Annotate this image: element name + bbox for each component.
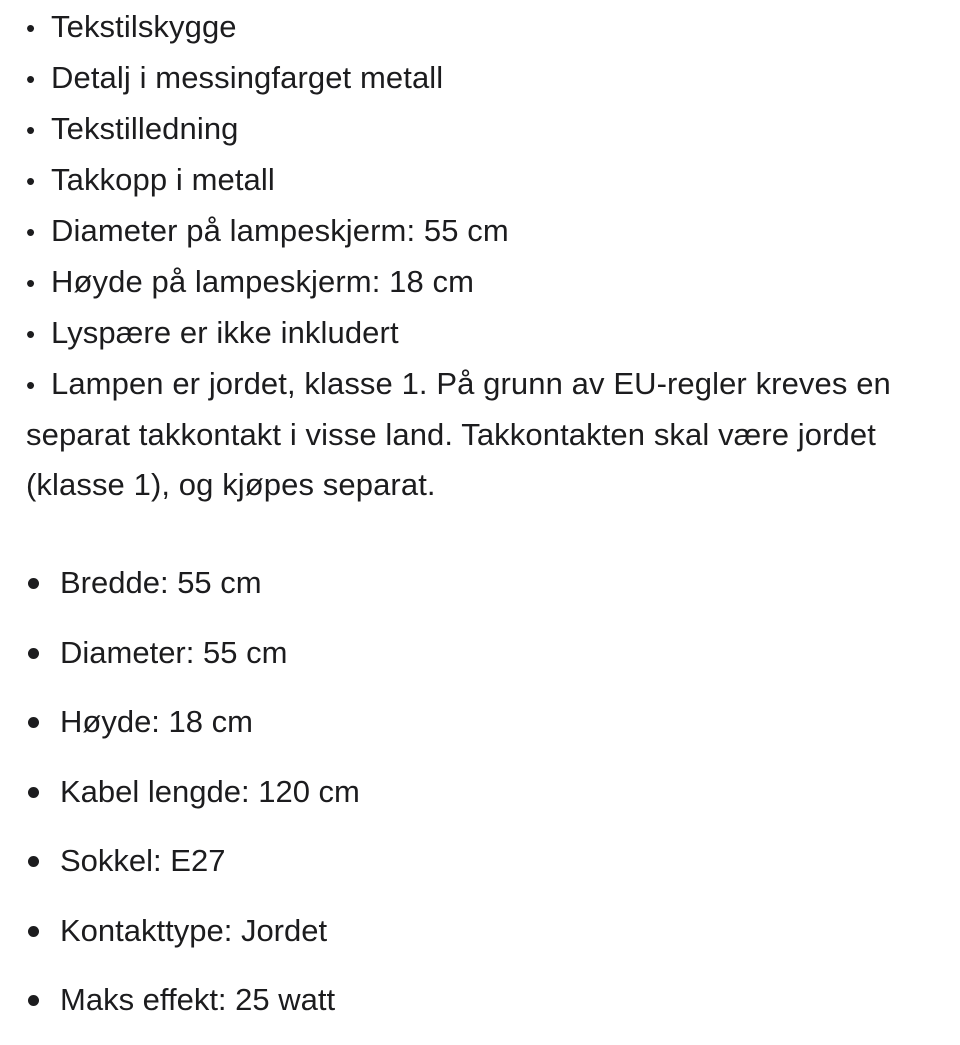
feature-item <box>26 308 916 359</box>
bullet: • <box>26 13 36 43</box>
feature-item <box>26 257 916 308</box>
spec-item <box>26 975 916 1045</box>
bullet: • <box>26 370 36 400</box>
bullet-dot-icon <box>28 856 39 867</box>
feature-item <box>26 2 916 53</box>
bullet: • <box>26 166 36 196</box>
bullet-dot-icon <box>28 995 39 1006</box>
spec-item <box>26 558 916 628</box>
spec-item <box>26 836 916 906</box>
bullet: • <box>26 217 36 247</box>
feature-text: Lyspære er ikke inkludert <box>51 315 399 350</box>
bullet-dot-icon <box>28 578 39 589</box>
spec-list <box>26 558 916 1045</box>
feature-text: Tekstilskygge <box>51 9 237 44</box>
spec-text: Kontakttype: Jordet <box>60 912 328 948</box>
feature-text: Tekstilledning <box>51 111 239 146</box>
spec-item <box>26 906 916 976</box>
bullet: • <box>26 64 36 94</box>
bullet-dot-icon <box>28 787 39 798</box>
spec-text: Sokkel: E27 <box>60 843 226 878</box>
spec-text: Bredde: 55 cm <box>60 565 262 600</box>
spec-text: Maks effekt: 25 watt <box>60 982 336 1017</box>
spec-text: Høyde: 18 cm <box>60 704 253 739</box>
feature-item <box>26 155 916 206</box>
feature-list <box>26 2 916 510</box>
bullet-dot-icon <box>28 926 39 937</box>
spec-item <box>26 697 916 767</box>
feature-item <box>26 104 916 155</box>
feature-item <box>26 206 916 257</box>
feature-text: Diameter på lampeskjerm: 55 cm <box>51 213 509 248</box>
feature-text: Detalj i messingfarget metall <box>51 60 444 95</box>
spec-item <box>26 628 916 698</box>
feature-item <box>26 53 916 104</box>
feature-text: Lampen er jordet, klasse 1. På grunn av EU-regler kreves en separat takkontakt i visse land. Takkontakten skal være jordet (klasse 1), og kjøpes separat. <box>26 366 891 502</box>
feature-text: Høyde på lampeskjerm: 18 cm <box>51 264 475 299</box>
bullet: • <box>26 115 36 145</box>
bullet: • <box>26 268 36 298</box>
feature-item <box>26 359 916 510</box>
spec-item <box>26 767 916 837</box>
feature-text: Takkopp i metall <box>51 162 275 197</box>
bullet-dot-icon <box>28 717 39 728</box>
spec-text: Diameter: 55 cm <box>60 634 288 670</box>
bullet-dot-icon <box>28 648 39 659</box>
spec-text: Kabel lengde: 120 cm <box>60 773 360 809</box>
bullet: • <box>26 319 36 349</box>
